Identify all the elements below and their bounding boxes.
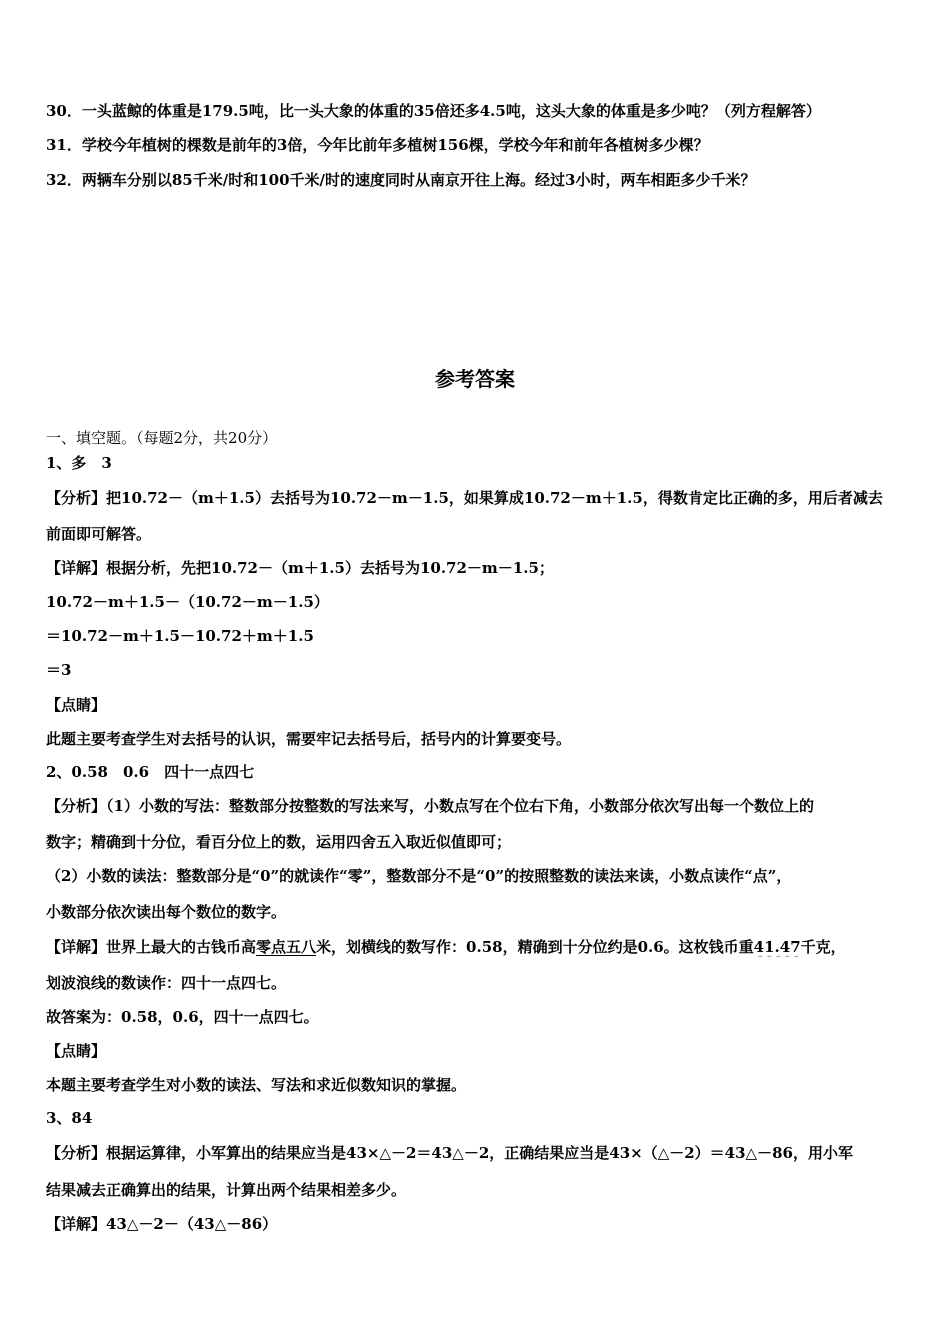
answer-1-detail-line-3: ＝10.72－m＋1.5－10.72＋m＋1.5 (46, 627, 314, 645)
answer-1-point-label: 【点睛】 (46, 696, 107, 714)
answer-1-detail-line-1: 【详解】根据分析，先把10.72－（m＋1.5）去括号为10.72－m－1.5； (46, 559, 554, 577)
detail-text-part: 【详解】世界上最大的古钱币高 (46, 938, 257, 956)
answer-1-head: 1、多 3 (46, 454, 112, 472)
answer-2-point-text: 本题主要考查学生对小数的读法、写法和求近似数知识的掌握。 (46, 1076, 467, 1094)
detail-text-part: 千克， (800, 938, 846, 956)
question-32: 32．两辆车分别以85千米/时和100千米/时的速度同时从南京开往上海。经过3小时，两车相距多少千米？ (46, 171, 756, 189)
answer-2-analysis-line-3: （2）小数的读法：整数部分是“0”的就读作“零”，整数部分不是“0”的按照整数的读法来读，小数点读作“点”， (46, 867, 792, 885)
answer-1-analysis-line-2: 前面即可解答。 (46, 525, 152, 543)
answer-2-detail-line-3: 故答案为：0.58，0.6，四十一点四七。 (46, 1008, 319, 1026)
answer-1-detail-line-4: ＝3 (46, 661, 72, 679)
answer-1-detail-line-2: 10.72－m＋1.5－（10.72－m－1.5） (46, 593, 329, 611)
answer-1-analysis-line-1: 【分析】把10.72－（m＋1.5）去括号为10.72－m－1.5，如果算成10.72－m＋1.5，得数肯定比正确的多，用后者减去 (46, 489, 883, 507)
detail-text-part: 米，划横线的数写作：0.58，精确到十分位约是0.6。这枚钱币重 (316, 938, 754, 956)
answer-2-analysis-line-4: 小数部分依次读出每个数位的数字。 (46, 903, 287, 921)
underlined-number: 零点五八 (256, 938, 317, 956)
answer-3-head: 3、84 (46, 1109, 93, 1127)
answers-title: 参考答案 (435, 367, 515, 391)
answer-3-analysis-line-1: 【分析】根据运算律，小军算出的结果应当是43×△－2＝43△－2，正确结果应当是43×（△－2）＝43△－86，用小军 (46, 1144, 853, 1162)
question-31: 31．学校今年植树的棵数是前年的3倍，今年比前年多植树156棵，学校今年和前年各植树多少棵？ (46, 136, 709, 154)
answer-2-head: 2、0.58 0.6 四十一点四七 (46, 763, 255, 781)
question-30: 30．一头蓝鲸的体重是179.5吨，比一头大象的体重的35倍还多4.5吨，这头大象的体重是多少吨？（列方程解答） (46, 102, 821, 120)
answer-2-detail-line-1 (46, 937, 916, 957)
answer-2-detail-line-2: 划波浪线的数读作：四十一点四七。 (46, 974, 287, 992)
answer-2-analysis-line-1: 【分析】（1）小数的写法：整数部分按整数的写法来写，小数点写在个位右下角，小数部分依次写出每一个数位上的 (46, 797, 814, 815)
answer-3-detail-line-1: 【详解】43△－2－（43△－86） (46, 1215, 278, 1233)
answer-2-analysis-line-2: 数字；精确到十分位，看百分位上的数，运用四舍五入取近似值即可； (46, 833, 512, 851)
answer-2-point-label: 【点睛】 (46, 1042, 107, 1060)
wavy-underlined-number: 41.47 (753, 938, 801, 956)
answer-1-point-text: 此题主要考查学生对去括号的认识，需要牢记去括号后，括号内的计算要变号。 (46, 730, 572, 748)
section-heading: 一、填空题。（每题2分，共20分） (46, 429, 278, 447)
answer-3-analysis-line-2: 结果减去正确算出的结果，计算出两个结果相差多少。 (46, 1181, 407, 1199)
